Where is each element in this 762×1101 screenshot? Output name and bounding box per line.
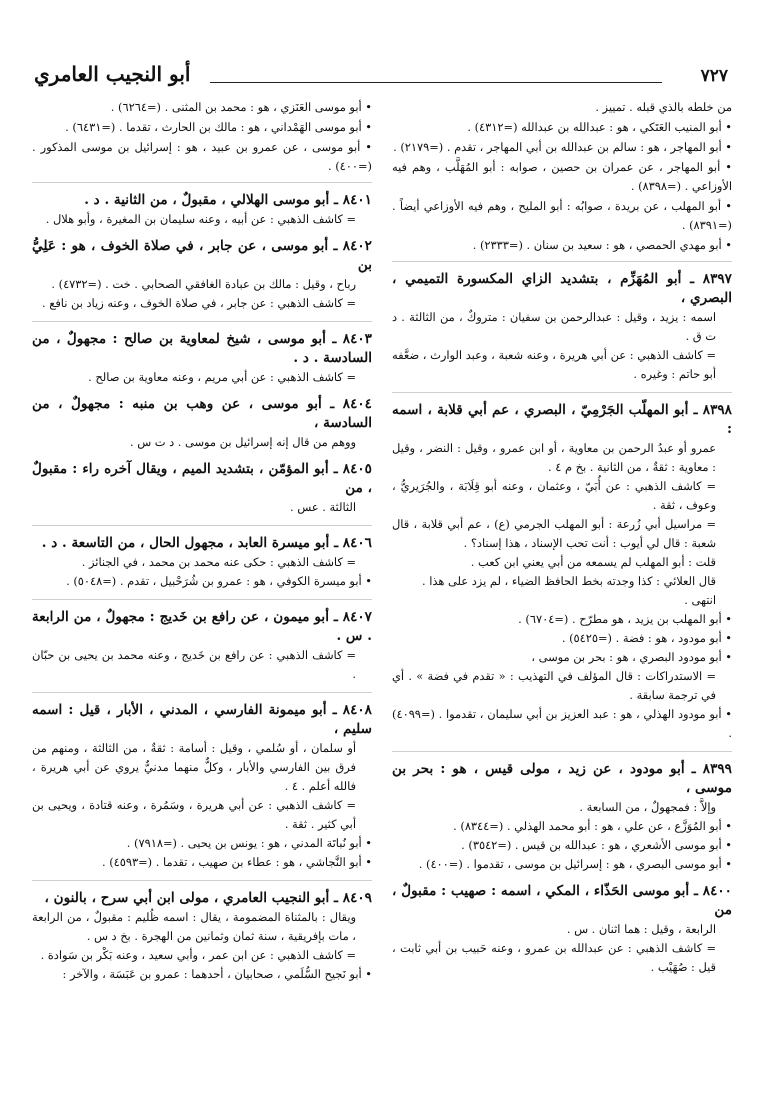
cross-reference: • أبو مودود البصري ، هو : بحر بن موسى ، — [531, 650, 732, 664]
entry-body: عمرو أو عبدُ الرحمن بن معاوية ، أو ابن عمرو ، وقيل : النضر ، وقيل : معاوية : ثقةٌ ، من الثانية . بخ م ٤ . — [392, 441, 716, 474]
left-column — [32, 98, 372, 992]
cross-reference: • أبو النَّجاشي ، هو : عطاء بن صهيب ، تقدما . (=٤٥٩٣) . — [101, 855, 372, 869]
entry-body: اسمه : يزيد ، وقيل : عبدالرحمن بن سفيان : متروكٌ ، من الثالثة . د ت ق . — [392, 310, 716, 343]
entry-body: وإلاَّ : فمجهولٌ ، من السابعة . — [579, 800, 716, 814]
marasil-note: = مراسيل أبي زُرعة : أبو المهلب الجرمي (ع) ، عم أبي قلابة ، قال شعبة : قال لي أيوب : أنت تحب الإسناد ، هذا إسناد؟ . — [392, 517, 716, 550]
entry-heading: ٨٤٠٧ ـ أبو ميمون ، عن رافع بن خَديج : مجهولٌ ، من الرابعة . س . — [32, 609, 372, 644]
entry-separator — [32, 880, 372, 881]
kashif-note: = كاشف الذهبي : عن رافع بن خَديج ، وعنه محمد بن يحيى بن حبّان . — [32, 648, 356, 681]
entry-8407 — [32, 608, 372, 684]
cross-reference: • أبو المنيب العَتَكي ، هو : عبدالله بن عبدالله (=٤٣١٢) . — [467, 120, 732, 134]
entry-separator — [392, 261, 732, 262]
entry-8409 — [32, 889, 372, 984]
intaha-note: انتهى . — [684, 593, 716, 607]
kashif-note: = كاشف الذهبي : حكى عنه محمد بن محمد ، في الجنائز . — [81, 555, 356, 569]
entry-heading: ٨٤٠١ ـ أبو موسى الهلالي ، مقبولٌ ، من الثانية . د . — [84, 192, 372, 208]
cross-reference: • أبو موسى البصري ، هو : إسرائيل بن موسى ، تقدموا . (=٤٠٠) . — [418, 857, 732, 871]
entry-separator — [32, 182, 372, 183]
entry-separator — [392, 392, 732, 393]
kashif-note: = كاشف الذهبي : عن عبدالله بن عمرو ، وعنه حَبيب بن أبي ثابت ، قيل : صُهَيْب . — [392, 941, 716, 974]
entry-separator — [32, 692, 372, 693]
entry-heading: ٨٤٠٢ ـ أبو موسى ، عن جابر ، في صلاة الخوف ، هو : عَلِيُّ بن — [32, 238, 372, 273]
cross-reference: • أبو نَجيح السُّلَمي ، صحابيان ، أحدهما : عمرو بن عَبَسَة ، والآخر : — [62, 967, 372, 981]
cross-reference: • أبو المهاجر ، عن عمران بن حصين ، صوابه : أبو المُهَلَّب ، وهم فيه الأوزاعي . (=٨٣٩٨) . — [392, 160, 732, 193]
right-column — [392, 98, 732, 985]
header-rule — [210, 82, 662, 83]
continuation-line: من خلطه بالذي قبله . تمييز . — [595, 100, 732, 114]
page-number: ٧٢٧ — [700, 66, 728, 86]
kashif-note: = كاشف الذهبي : عن أبي هريرة ، وسَمُرة ، وعنه قتادة ، ويحيى بن أبي كثير . ثقة . — [32, 798, 356, 831]
cross-reference: • أبو موسى العَنَزي ، هو : محمد بن المثنى . (=٦٢٦٤) . — [110, 100, 372, 114]
entry-heading: ٨٣٩٩ ـ أبو مودود ، عن زيد ، مولى قيس ، هو : بحر بن موسى ، — [392, 761, 732, 796]
entry-heading: ٨٤٠٥ ـ أبو المؤمّن ، بتشديد الميم ، ويقال آخره راء : مقبولٌ ، من — [32, 461, 372, 496]
cross-reference: • أبو موسى الأشعري ، هو : عبدالله بن قيس . (=٣٥٤٢) . — [461, 838, 732, 852]
entry-heading: ٨٤٠٠ ـ أبو موسى الحَذّاء ، المكي ، اسمه : صهيب : مقبولٌ ، من — [392, 883, 732, 918]
entry-8399 — [392, 760, 732, 874]
entry-heading: ٨٤٠٦ ـ أبو ميسرة العابد ، مجهول الحال ، من التاسعة . د . — [41, 535, 372, 551]
entry-heading: ٨٣٩٨ ـ أبو المهلّب الجَرْمِيّ ، البصري ، عم أبي قلابة ، اسمه : — [392, 402, 732, 437]
entry-8408 — [32, 701, 372, 872]
istidrakat-note: = الاستدراكات : قال المؤلف في التهذيب : « تقدم في فضة » . أي في ترجمة سابقة . — [392, 669, 716, 702]
entry-8406 — [32, 534, 372, 591]
cross-reference: • أبو مودود الهذلي ، هو : عبد العزيز بن أبي سليمان ، تقدموا . (=٤٠٩٩) . — [392, 707, 732, 740]
cross-reference: • أبو مودود ، هو : فضة . (=٥٤٢٥) . — [561, 631, 732, 645]
cross-reference: • أبو المهاجر ، هو : سالم بن عبدالله بن أبي المهاجر ، تقدم . (=٢١٧٩) . — [393, 140, 732, 154]
entry-8404 — [32, 395, 372, 452]
qultu-note: قلت : أبو المهلب لم يسمعه من أبي يعني ابن كعب . — [470, 555, 716, 569]
entry-8401 — [32, 191, 372, 229]
entry-separator — [32, 321, 372, 322]
page-header — [30, 58, 732, 96]
kashif-note: = كاشف الذهبي : عن أُبَيّ ، وعثمان ، وعنه أبو قِلَابَة ، والجُرَيريُّ ، وعوف ، ثقة . — [392, 479, 716, 512]
kashif-note: = كاشف الذهبي : عن أبي هريرة ، وعنه شعبة ، وعبد الوارث ، ضعَّفه أبو حاتم : وغيره . — [392, 348, 716, 381]
entry-body: ووهم من قال إنه إسرائيل بن موسى . د ت س . — [129, 435, 356, 449]
entry-8405 — [32, 460, 372, 517]
entry-8402 — [32, 237, 372, 313]
cross-reference: • أبو موسى ، عن عمرو بن عبيد ، هو : إسرائيل بن موسى المذكور . (=٤٠٠) . — [32, 140, 372, 173]
cross-reference: • أبو موسى الهَمْداني ، هو : مالك بن الحارث ، تقدما . (=٦٤٣١) . — [65, 120, 372, 134]
kashif-note: = كاشف الذهبي : عن أبي مريم ، وعنه معاوية بن صالح . — [88, 370, 356, 384]
entry-heading: ٨٣٩٧ ـ أبو المُهَزِّم ، بتشديد الزاي المكسورة التميمي ، البصري ، — [392, 271, 732, 306]
entry-separator — [392, 751, 732, 752]
entry-body: الرابعة ، وقيل : هما اثنان . س . — [566, 922, 716, 936]
cross-reference: • أبو المُوَزَّع ، عن علي ، هو : أبو محمد الهذلي . (=٨٣٤٤) . — [453, 819, 732, 833]
cross-reference: • أبو ميسرة الكوفي ، هو : عمرو بن شُرَحْبيل ، تقدم . (=٥٠٤٨) . — [66, 574, 372, 588]
cross-reference: • أبو مهدي الحمصي ، هو : سعيد بن سنان . (=٢٣٣٣) . — [472, 238, 732, 252]
entry-separator — [32, 525, 372, 526]
kashif-note: = كاشف الذهبي : عن أبيه ، وعنه سليمان بن المغيرة ، وأبو هلال . — [45, 212, 356, 226]
entry-body: ويقال : بالمثناة المضمومة ، يقال : اسمه ظُليم : مقبولٌ ، من الرابعة ، مات بإفريقية ، سنة ثمان وثمانين من الهجرة . بخ د س . — [32, 910, 356, 943]
entry-separator — [32, 599, 372, 600]
alaai-note: قال العلائي : كذا وجدته بخط الحافظ الضياء ، لم يزد على هذا . — [422, 574, 716, 588]
entry-body: الثالثة . عس . — [290, 500, 356, 514]
entry-heading: ٨٤٠٤ ـ أبو موسى ، عن وهب بن منبه : مجهولٌ ، من السادسة ، — [32, 396, 372, 431]
entry-heading: ٨٤٠٨ ـ أبو ميمونة الفارسي ، المدني ، الأبار ، قيل : اسمه سليم ، — [32, 702, 372, 737]
entry-heading: ٨٤٠٣ ـ أبو موسى ، شيخ لمعاوية بن صالح : مجهولٌ ، من السادسة . د . — [32, 331, 372, 366]
entry-8398 — [392, 401, 732, 743]
entry-8400 — [392, 882, 732, 977]
cross-reference: • أبو نُباتَة المدني ، هو : يونس بن يحيى . (=٧٩١٨) . — [126, 836, 372, 850]
cross-reference: • أبو المهلب بن يزيد ، هو مطرّح . (=٦٧٠٤) . — [518, 612, 732, 626]
entry-heading: ٨٤٠٩ ـ أبو النجيب العامري ، مولى ابن أبي سرح ، بالنون ، — [44, 890, 372, 906]
entry-body: أو سلمان ، أو سُلمي ، وقيل : أسامة : ثقةٌ ، من الثالثة ، ومنهم من فرق بين الفارسي والأبار ، وكلٌّ منهما مدنيٌّ يروي عن أبي هريرة ، فالله أعلم . ٤ . — [32, 741, 356, 793]
entry-8403 — [32, 330, 372, 387]
running-title: أبو النجيب العامري — [34, 62, 191, 86]
entry-8397 — [392, 270, 732, 384]
cross-reference: • أبو المهلب ، عن بريدة ، صوابُه : أبو المليح ، وهم فيه الأوزاعي أيضاً . (=٨٣٩١) . — [392, 199, 732, 232]
kashif-note: = كاشف الذهبي : عن جابر ، في صلاة الخوف ، وعنه زياد بن نافع . — [42, 296, 356, 310]
entry-body: رباح ، وقيل : مالك بن عبادة الغافقي الصحابي . خت . (=٤٧٣٢) . — [51, 277, 356, 291]
kashif-note: = كاشف الذهبي : عن ابن عمر ، وأبي سعيد ، وعنه بَكْر بن سَوادة . — [40, 948, 356, 962]
